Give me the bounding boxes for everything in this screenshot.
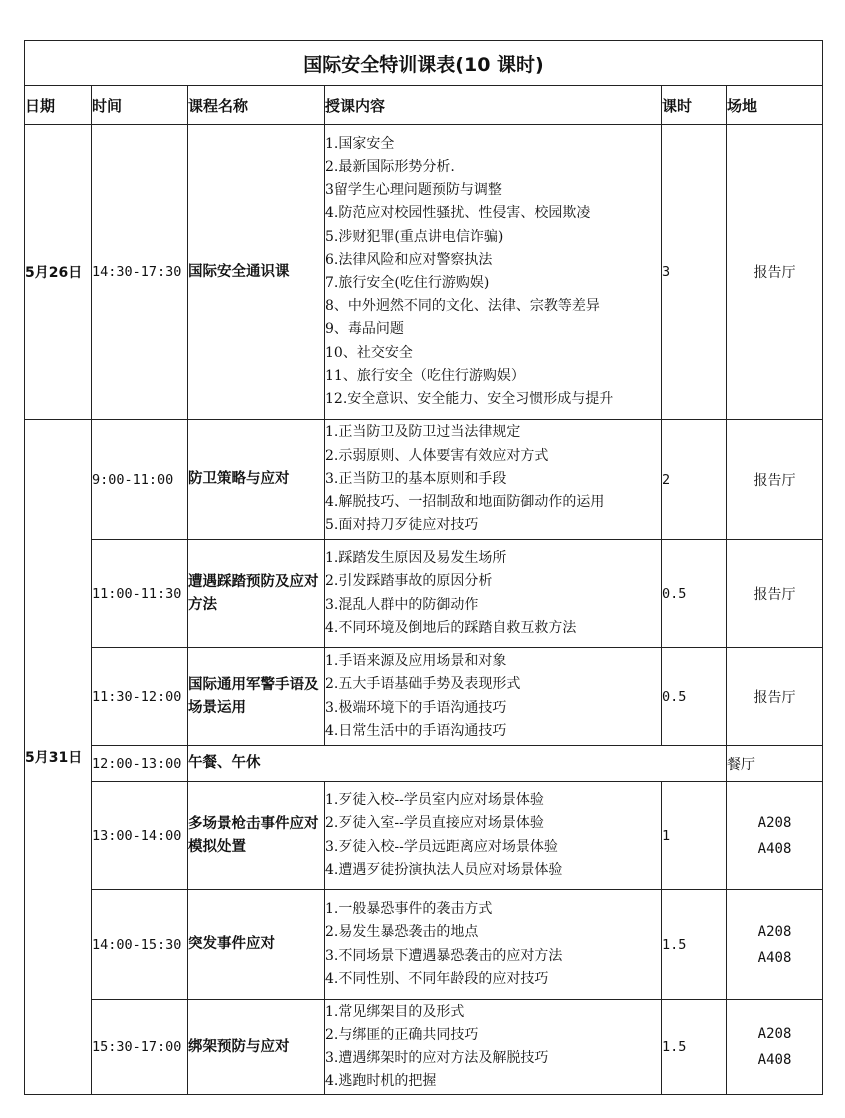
table-row <box>25 420 823 540</box>
content-line: 7.旅行安全(吃住行游购娱) <box>325 275 490 291</box>
time-cell: 14:30-17:30 <box>92 125 188 420</box>
content-cell <box>325 540 662 648</box>
content-line: 3.正当防卫的基本原则和手段 <box>325 470 507 487</box>
header-venue: 场地 <box>727 86 823 125</box>
room-label: A208 <box>757 923 792 940</box>
content-line: 1.国家安全 <box>325 135 395 152</box>
time-cell: 14:00-15:30 <box>92 890 188 1000</box>
content-line: 1.正当防卫及防卫过当法律规定 <box>325 424 521 441</box>
content-line: 2.五大手语基础手势及表现形式 <box>325 676 521 693</box>
content-cell <box>325 420 662 540</box>
hours-cell: 0.5 <box>662 540 727 648</box>
content-cell <box>325 648 662 746</box>
room-label: A208 <box>757 1026 792 1042</box>
hours-cell: 1.5 <box>662 1000 727 1095</box>
hours-cell: 1 <box>662 782 727 890</box>
time-cell: 11:30-12:00 <box>92 648 188 746</box>
content-line: 4.防范应对校园性骚扰、性侵害、校园欺凌 <box>325 205 591 222</box>
content-line: 1.常见绑架目的及形式 <box>325 1003 465 1020</box>
content-line: 2.示弱原则、人体要害有效应对方式 <box>325 447 549 464</box>
venue-cell: 报告厅 <box>727 540 823 648</box>
date-cell: 5月31日 <box>25 420 92 1095</box>
content-line: 9、毒品问题 <box>325 321 404 338</box>
room-label: A408 <box>757 949 792 966</box>
course-cell: 国际安全通识课 <box>188 125 325 420</box>
table-row <box>25 746 823 782</box>
content-line: 4.逃跑时机的把握 <box>325 1073 437 1090</box>
venue-cell: 报告厅 <box>727 125 823 420</box>
table-row <box>25 648 823 746</box>
content-line: 11、旅行安全（吃住行游购娱） <box>325 367 525 384</box>
content-line: 4.不同环境及倒地后的踩踏自救互救方法 <box>325 619 577 636</box>
time-cell: 9:00-11:00 <box>92 420 188 540</box>
content-line: 3.混乱人群中的防御动作 <box>325 596 479 613</box>
course-cell: 午餐、午休 <box>188 746 727 782</box>
content-line: 2.歹徒入室--学员直接应对场景体验 <box>325 815 544 832</box>
room-label: A408 <box>757 1052 792 1068</box>
content-cell <box>325 782 662 890</box>
venue-cell: 报告厅 <box>727 648 823 746</box>
header-row <box>25 86 823 125</box>
content-line: 8、中外迥然不同的文化、法律、宗教等差异 <box>325 298 600 315</box>
room-label: A408 <box>757 840 792 857</box>
content-line: 2.与绑匪的正确共同技巧 <box>325 1026 479 1043</box>
time-cell: 11:00-11:30 <box>92 540 188 648</box>
header-date: 日期 <box>25 86 92 125</box>
header-hours: 课时 <box>662 86 727 125</box>
header-course: 课程名称 <box>188 86 325 125</box>
content-line: 5.涉财犯罪(重点讲电信诈骗) <box>325 228 504 245</box>
table-row <box>25 125 823 420</box>
course-cell: 遭遇踩踏预防及应对方法 <box>188 540 325 648</box>
venue-cell: 报告厅 <box>727 420 823 540</box>
content-line: 2.引发踩踏事故的原因分析 <box>325 573 493 590</box>
header-content: 授课内容 <box>325 86 662 125</box>
venue-cell <box>727 890 823 1000</box>
content-line: 3.不同场景下遭遇暴恐袭击的应对方法 <box>325 947 563 964</box>
content-line: 1.一般暴恐事件的袭击方式 <box>325 901 493 918</box>
content-cell <box>325 125 662 420</box>
content-line: 6.法律风险和应对警察执法 <box>325 251 493 268</box>
venue-cell <box>727 1000 823 1095</box>
room-label: A208 <box>757 814 792 831</box>
time-cell: 13:00-14:00 <box>92 782 188 890</box>
content-line: 3.极端环境下的手语沟通技巧 <box>325 699 507 716</box>
table-row <box>25 1000 823 1095</box>
content-cell <box>325 890 662 1000</box>
content-line: 1.手语来源及应用场景和对象 <box>325 653 507 670</box>
content-line: 5.面对持刀歹徒应对技巧 <box>325 517 479 534</box>
header-time: 时间 <box>92 86 188 125</box>
hours-cell: 2 <box>662 420 727 540</box>
content-line: 1.踩踏发生原因及易发生场所 <box>325 550 507 567</box>
content-line: 10、社交安全 <box>325 344 413 361</box>
content-line: 2.易发生暴恐袭击的地点 <box>325 924 479 941</box>
content-line: 3留学生心理问题预防与调整 <box>325 182 502 199</box>
time-cell: 15:30-17:00 <box>92 1000 188 1095</box>
content-line: 1.歹徒入校--学员室内应对场景体验 <box>325 792 544 809</box>
hours-cell: 3 <box>662 125 727 420</box>
time-cell: 12:00-13:00 <box>92 746 188 782</box>
content-line: 3.遭遇绑架时的应对方法及解脱技巧 <box>325 1050 549 1066</box>
content-line: 12.安全意识、安全能力、安全习惯形成与提升 <box>325 391 614 408</box>
content-line: 3.歹徒入校--学员远距离应对场景体验 <box>325 838 558 855</box>
date-cell: 5月26日 <box>25 125 92 420</box>
content-line: 4.解脱技巧、一招制敌和地面防御动作的运用 <box>325 494 605 511</box>
course-cell: 国际通用军警手语及场景运用 <box>188 648 325 746</box>
hours-cell: 1.5 <box>662 890 727 1000</box>
venue-cell <box>727 782 823 890</box>
content-line: 4.日常生活中的手语沟通技巧 <box>325 722 507 739</box>
hours-cell: 0.5 <box>662 648 727 746</box>
table-row <box>25 890 823 1000</box>
content-cell <box>325 1000 662 1095</box>
table-row <box>25 782 823 890</box>
venue-cell: 餐厅 <box>727 746 823 782</box>
course-cell: 多场景枪击事件应对模拟处置 <box>188 782 325 890</box>
content-line: 4.遭遇歹徒扮演执法人员应对场景体验 <box>325 861 563 878</box>
schedule-table <box>24 40 823 1095</box>
table-title: 国际安全特训课表(10 课时) <box>25 41 823 86</box>
course-cell: 防卫策略与应对 <box>188 420 325 540</box>
course-cell: 绑架预防与应对 <box>188 1000 325 1095</box>
content-line: 2.最新国际形势分析. <box>325 158 455 175</box>
course-cell: 突发事件应对 <box>188 890 325 1000</box>
content-line: 4.不同性别、不同年龄段的应对技巧 <box>325 970 549 987</box>
table-row <box>25 540 823 648</box>
